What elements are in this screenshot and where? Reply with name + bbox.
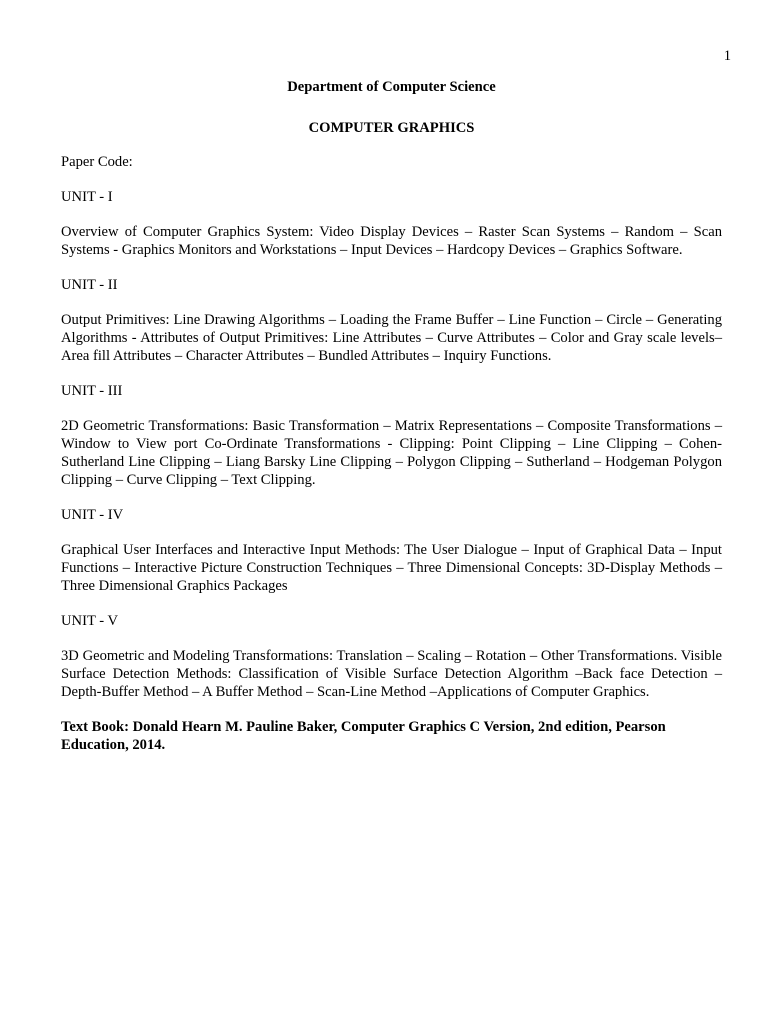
- textbook-reference: Text Book: Donald Hearn M. Pauline Baker, Computer Graphics C Version, 2nd edition, Pearson Education, 2014.: [61, 719, 666, 753]
- unit-body: Overview of Computer Graphics System: Video Display Devices – Raster Scan Systems – Random – Scan Systems - Graphics Monitors and Workstations – Input Devices – Hardcopy Devices – Graphics Software.: [61, 224, 722, 258]
- unit-heading: UNIT - I: [61, 189, 113, 205]
- course-title: COMPUTER GRAPHICS: [308, 120, 475, 136]
- unit-body: Output Primitives: Line Drawing Algorithms – Loading the Frame Buffer – Line Function – Circle – Generating Algorithms - Attributes of Output Primitives: Line Attributes – Curve Attributes – Color and Gray scale levels– Area fill Attributes – Character Attributes – Bundled Attributes – Inquiry Functions.: [61, 312, 722, 364]
- unit-heading: UNIT - III: [61, 383, 123, 399]
- paper-code-label: Paper Code:: [61, 154, 133, 170]
- unit-body: 3D Geometric and Modeling Transformations: Translation – Scaling – Rotation – Other Transformations. Visible Surface Detection Methods: Classification of Visible Surface Detection Algorithm –Back face Detection – Depth-Buffer Method – A Buffer Method – Scan-Line Method –Applications of Computer Graphics.: [61, 648, 722, 700]
- unit-section-1: [61, 188, 722, 259]
- unit-body: 2D Geometric Transformations: Basic Transformation – Matrix Representations – Composite Transformations – Window to View port Co-Ordinate Transformations - Clipping: Point Clipping – Line Clipping – Cohen-Sutherland Line Clipping – Liang Barsky Line Clipping – Polygon Clipping – Sutherland – Hodgeman Polygon Clipping – Curve Clipping – Text Clipping.: [61, 418, 722, 488]
- unit-body: Graphical User Interfaces and Interactive Input Methods: The User Dialogue – Input of Graphical Data – Input Functions – Interactive Picture Construction Techniques – Three Dimensional Concepts: 3D-Display Methods – Three Dimensional Graphics Packages: [61, 542, 722, 594]
- unit-heading: UNIT - IV: [61, 507, 124, 523]
- unit-heading: UNIT - V: [61, 613, 119, 629]
- unit-section-3: [61, 382, 722, 489]
- syllabus-content: [61, 78, 722, 754]
- unit-section-4: [61, 506, 722, 595]
- unit-section-2: [61, 276, 722, 365]
- unit-heading: UNIT - II: [61, 277, 118, 293]
- department-heading: Department of Computer Science: [287, 79, 496, 95]
- unit-section-5: [61, 612, 722, 701]
- page-number: 1: [723, 48, 731, 64]
